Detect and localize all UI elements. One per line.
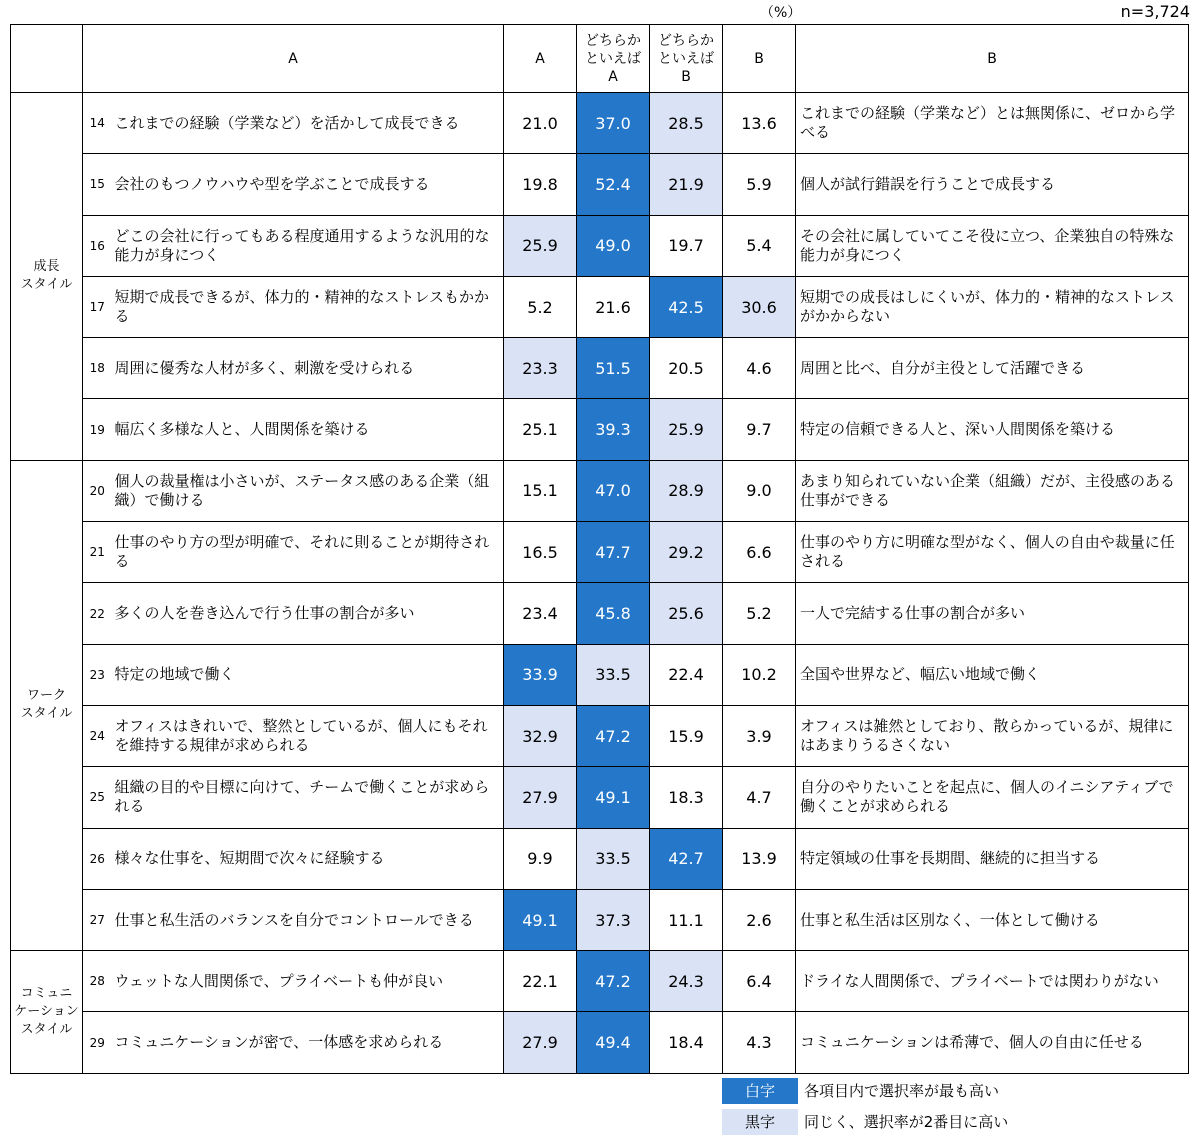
value-lean-b: 28.9 [650,460,723,521]
header-a: A [504,25,577,93]
statement-a: これまでの経験（学業など）を活かして成長できる [112,93,504,154]
value-lean-a: 51.5 [577,338,650,399]
statement-a: 特定の地域で働く [112,644,504,705]
value-a: 15.1 [504,460,577,521]
value-b: 13.9 [723,828,796,889]
sample-size: n=3,724 [1120,2,1190,21]
statement-b: 仕事のやり方に明確な型がなく、個人の自由や裁量に任される [796,522,1189,583]
statement-a: 短期で成長できるが、体力的・精神的なストレスもかかる [112,276,504,337]
value-b: 30.6 [723,276,796,337]
statement-a: 様々な仕事を、短期間で次々に経験する [112,828,504,889]
value-lean-b: 24.3 [650,951,723,1012]
category-label-line: スタイル [20,277,73,293]
survey-table [10,24,1189,1074]
value-b: 4.6 [723,338,796,399]
unit-label: （%） [760,5,802,21]
value-lean-a: 49.1 [577,767,650,828]
value-lean-b: 28.5 [650,93,723,154]
value-a: 33.9 [504,644,577,705]
value-lean-a: 37.3 [577,889,650,950]
value-b: 9.0 [723,460,796,521]
item-number: 24 [83,705,112,766]
legend-text-top: 各項目内で選択率が最も高い [804,1082,1000,1100]
value-a: 25.1 [504,399,577,460]
statement-a: 仕事と私生活のバランスを自分でコントロールできる [112,889,504,950]
value-b: 9.7 [723,399,796,460]
table-row [11,705,1189,766]
statement-b: 個人が試行錯誤を行うことで成長する [796,154,1189,215]
value-lean-a: 21.6 [577,276,650,337]
value-a: 49.1 [504,889,577,950]
statement-b: 周囲と比べ、自分が主役として活躍できる [796,338,1189,399]
statement-b: これまでの経験（学業など）とは無関係に、ゼロから学べる [796,93,1189,154]
header-b: B [723,25,796,93]
statement-b: 特定領域の仕事を長期間、継続的に担当する [796,828,1189,889]
header-a-statement: A [83,25,504,93]
value-a: 9.9 [504,828,577,889]
value-lean-b: 29.2 [650,522,723,583]
table-row [11,338,1189,399]
statement-b: 自分のやりたいことを起点に、個人のイニシアティブで働くことが求められる [796,767,1189,828]
value-b: 6.6 [723,522,796,583]
header-lean-b [650,25,723,93]
value-a: 27.9 [504,767,577,828]
statement-b: あまり知られていない企業（組織）だが、主役感のある仕事ができる [796,460,1189,521]
value-lean-b: 11.1 [650,889,723,950]
table-row [11,767,1189,828]
statement-a: コミュニケーションが密で、一体感を求められる [112,1012,504,1073]
item-number: 17 [83,276,112,337]
header-lean-a-line2: といえば [585,50,641,67]
table-row [11,951,1189,1012]
header-lean-b-line2: といえば [658,50,714,67]
value-b: 5.9 [723,154,796,215]
table-row [11,889,1189,950]
value-b: 5.2 [723,583,796,644]
value-lean-a: 33.5 [577,644,650,705]
item-number: 15 [83,154,112,215]
header-lean-a [577,25,650,93]
category-label-line: コミュニ [20,985,73,1001]
value-a: 23.3 [504,338,577,399]
value-b: 4.7 [723,767,796,828]
statement-b: ドライな人間関係で、プライベートでは関わりがない [796,951,1189,1012]
item-number: 23 [83,644,112,705]
value-lean-b: 18.4 [650,1012,723,1073]
value-b: 4.3 [723,1012,796,1073]
legend-item-top [722,1078,999,1104]
value-lean-b: 25.6 [650,583,723,644]
item-number: 29 [83,1012,112,1073]
value-a: 16.5 [504,522,577,583]
statement-b: オフィスは雑然としており、散らかっているが、規律にはあまりうるさくない [796,705,1189,766]
header-lean-b-line1: どちらか [658,32,714,49]
item-number: 26 [83,828,112,889]
value-lean-b: 20.5 [650,338,723,399]
table-row [11,828,1189,889]
value-a: 21.0 [504,93,577,154]
item-number: 28 [83,951,112,1012]
value-lean-b: 19.7 [650,215,723,276]
value-b: 6.4 [723,951,796,1012]
statement-a: 幅広く多様な人と、人間関係を築ける [112,399,504,460]
item-number: 27 [83,889,112,950]
header-lean-b-line3: B [681,68,691,85]
item-number: 21 [83,522,112,583]
legend-text-second: 同じく、選択率が2番目に高い [804,1113,1009,1131]
table-row [11,399,1189,460]
value-b: 5.4 [723,215,796,276]
value-lean-a: 37.0 [577,93,650,154]
value-lean-a: 47.2 [577,705,650,766]
value-a: 19.8 [504,154,577,215]
statement-a: 会社のもつノウハウや型を学ぶことで成長する [112,154,504,215]
value-lean-b: 18.3 [650,767,723,828]
statement-a: 個人の裁量権は小さいが、ステータス感のある企業（組織）で働ける [112,460,504,521]
value-lean-a: 49.4 [577,1012,650,1073]
value-lean-a: 47.7 [577,522,650,583]
statement-a: オフィスはきれいで、整然としているが、個人にもそれを維持する規律が求められる [112,705,504,766]
value-a: 25.9 [504,215,577,276]
statement-a: ウェットな人間関係で、プライベートも仲が良い [112,951,504,1012]
header-b-statement: B [796,25,1189,93]
item-number: 25 [83,767,112,828]
value-a: 23.4 [504,583,577,644]
value-lean-b: 25.9 [650,399,723,460]
legend-swatch-top: 白字 [722,1078,798,1104]
value-lean-a: 47.0 [577,460,650,521]
legend-item-second [722,1109,1008,1135]
category-label-line: ワーク [26,688,66,704]
value-a: 32.9 [504,705,577,766]
category-cell [11,93,83,461]
statement-a: 周囲に優秀な人材が多く、刺激を受けられる [112,338,504,399]
item-number: 20 [83,460,112,521]
header-row [11,25,1189,93]
value-b: 10.2 [723,644,796,705]
table-row [11,583,1189,644]
item-number: 22 [83,583,112,644]
value-lean-b: 42.7 [650,828,723,889]
category-label-line: 成長 [33,259,60,275]
statement-b: 一人で完結する仕事の割合が多い [796,583,1189,644]
value-lean-a: 52.4 [577,154,650,215]
value-a: 22.1 [504,951,577,1012]
statement-b: 特定の信頼できる人と、深い人間関係を築ける [796,399,1189,460]
value-b: 13.6 [723,93,796,154]
table-row [11,1012,1189,1073]
legend-swatch-second: 黒字 [722,1109,798,1135]
value-b: 2.6 [723,889,796,950]
header-lean-a-line1: どちらか [585,32,641,49]
statement-b: 全国や世界など、幅広い地域で働く [796,644,1189,705]
statement-a: 仕事のやり方の型が明確で、それに則ることが期待される [112,522,504,583]
table-row [11,522,1189,583]
category-cell [11,460,83,950]
statement-b: 仕事と私生活は区別なく、一体として働ける [796,889,1189,950]
statement-a: どこの会社に行ってもある程度通用するような汎用的な能力が身につく [112,215,504,276]
value-lean-b: 15.9 [650,705,723,766]
table-row [11,460,1189,521]
value-lean-a: 45.8 [577,583,650,644]
header-lean-a-line3: A [608,68,618,85]
value-a: 27.9 [504,1012,577,1073]
value-lean-a: 47.2 [577,951,650,1012]
value-lean-a: 39.3 [577,399,650,460]
table-row [11,93,1189,154]
statement-a: 多くの人を巻き込んで行う仕事の割合が多い [112,583,504,644]
table-row [11,154,1189,215]
value-lean-b: 42.5 [650,276,723,337]
category-label-line: スタイル [20,1021,73,1037]
statement-b: コミュニケーションは希薄で、個人の自由に任せる [796,1012,1189,1073]
value-b: 3.9 [723,705,796,766]
item-number: 18 [83,338,112,399]
value-lean-a: 33.5 [577,828,650,889]
table-row [11,644,1189,705]
value-lean-b: 21.9 [650,154,723,215]
header-category [11,25,83,93]
statement-b: その会社に属していてこそ役に立つ、企業独自の特殊な能力が身につく [796,215,1189,276]
category-label-line: ケーション [14,1003,79,1019]
value-lean-b: 22.4 [650,644,723,705]
statement-b: 短期での成長はしにくいが、体力的・精神的なストレスがかからない [796,276,1189,337]
table-row [11,215,1189,276]
value-a: 5.2 [504,276,577,337]
item-number: 19 [83,399,112,460]
statement-a: 組織の目的や目標に向けて、チームで働くことが求められる [112,767,504,828]
table-row [11,276,1189,337]
category-cell [11,951,83,1074]
category-label-line: スタイル [20,706,73,722]
value-lean-a: 49.0 [577,215,650,276]
item-number: 14 [83,93,112,154]
item-number: 16 [83,215,112,276]
